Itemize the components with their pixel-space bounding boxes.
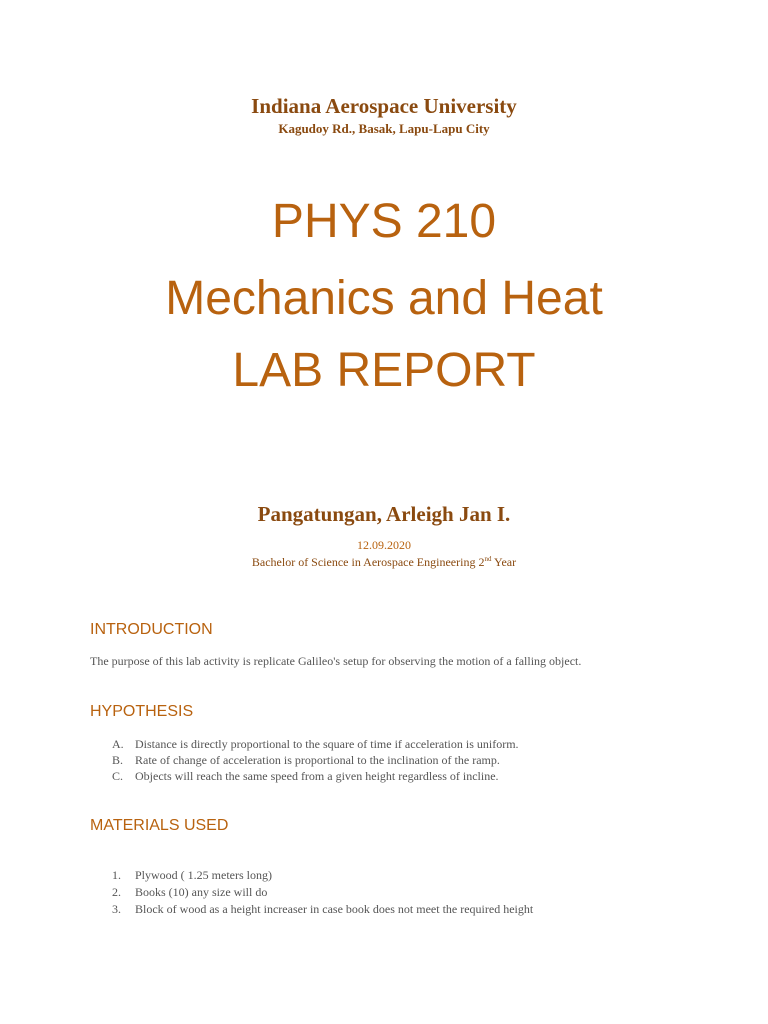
university-name: Indiana Aerospace University <box>251 94 517 118</box>
list-marker: B. <box>112 753 124 767</box>
list-text: Plywood ( 1.25 meters long) <box>135 868 272 882</box>
list-marker: 2. <box>112 885 121 899</box>
list-marker: A. <box>112 737 124 751</box>
list-text: Distance is directly proportional to the square of time if acceleration is uniform. <box>135 737 519 751</box>
list-text: Books (10) any size will do <box>135 885 268 899</box>
degree-year: Year <box>491 555 517 569</box>
introduction-heading: INTRODUCTION <box>90 621 213 638</box>
introduction-text: The purpose of this lab activity is replicate Galileo's setup for observing the motion of a falling object. <box>90 654 582 668</box>
degree-program <box>0 555 768 570</box>
materials-heading: MATERIALS USED <box>90 817 229 834</box>
university-address: Kagudoy Rd., Basak, Lapu-Lapu City <box>278 121 490 136</box>
list-text: Objects will reach the same speed from a given height regardless of incline. <box>135 769 499 783</box>
list-text: Block of wood as a height increaser in case book does not meet the required height <box>135 902 534 916</box>
list-marker: 3. <box>112 902 121 916</box>
report-type: LAB REPORT <box>232 344 536 397</box>
course-code: PHYS 210 <box>271 195 497 248</box>
degree-text: Bachelor of Science in Aerospace Engineering 2 <box>251 555 485 569</box>
report-date: 12.09.2020 <box>357 538 411 552</box>
list-text: Rate of change of acceleration is proportional to the inclination of the ramp. <box>135 753 500 767</box>
list-marker: 1. <box>112 868 121 882</box>
degree-ordinal: nd <box>484 555 492 563</box>
author-name: Pangatungan, Arleigh Jan I. <box>257 502 511 526</box>
course-title: Mechanics and Heat <box>165 272 603 325</box>
hypothesis-heading: HYPOTHESIS <box>90 703 194 720</box>
list-marker: C. <box>112 769 124 783</box>
